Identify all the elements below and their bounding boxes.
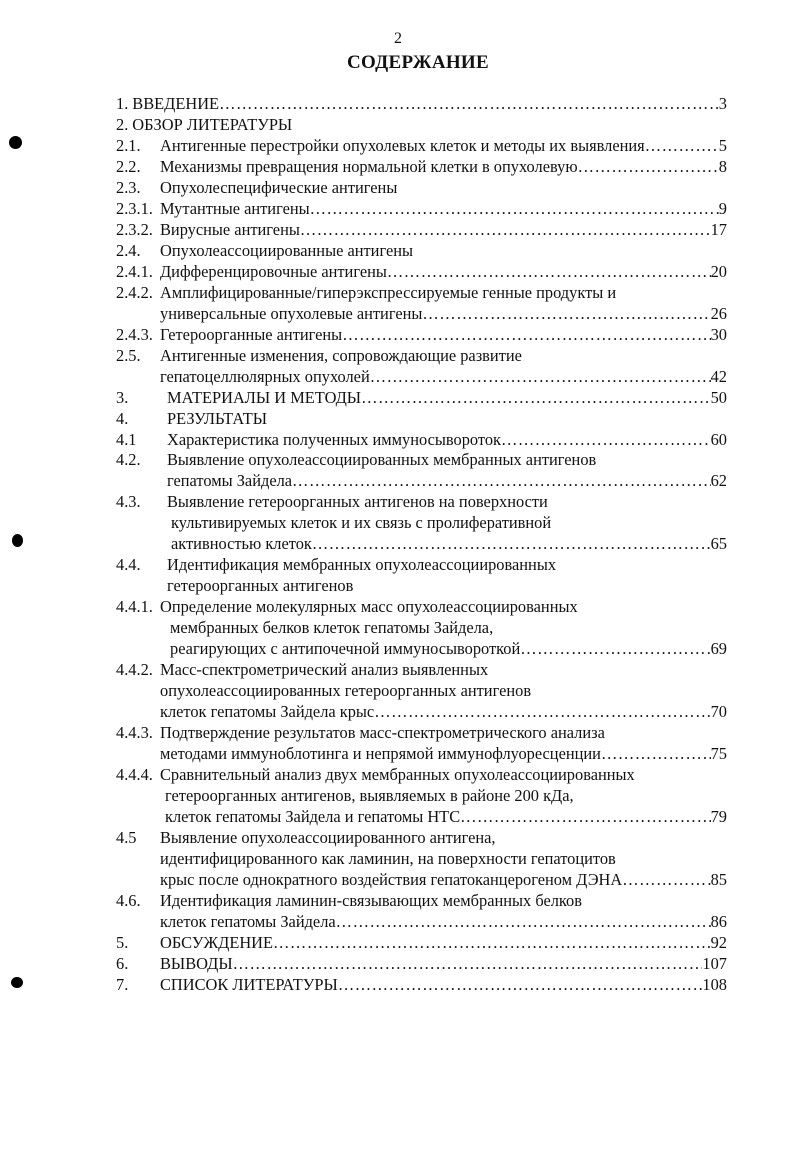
toc-entry [116,513,727,534]
dot-leader [645,136,719,157]
toc-entry-page: 69 [710,639,727,659]
dot-leader [460,807,710,828]
toc-entry [116,94,727,115]
toc-entry [116,681,727,702]
dot-leader [422,304,710,325]
toc-entry [116,765,727,786]
toc-entry-number: 2.4. [116,240,141,260]
toc-entry-title: Выявление опухолеассоциированного антигена, [160,827,496,847]
toc-entry-title: Масс-спектрометрический анализ выявленных [160,660,489,680]
toc-entry-title: ОБЗОР ЛИТЕРАТУРЫ [132,114,293,134]
toc-entry-page: 9 [718,198,727,218]
toc-entry [116,388,727,409]
toc-entry-page: 30 [710,324,727,344]
toc-entry-page: 20 [710,261,727,281]
toc-entry [116,492,727,513]
toc-entry-title: ВЫВОДЫ [160,953,233,973]
table-of-contents [116,94,727,996]
toc-entry-title: крыс после однократного воздействия гепатоканцерогеном ДЭНА [160,869,623,889]
binding-mark-bottom [11,977,23,988]
toc-entry-title: Определение молекулярных масс опухолеассоциированных [160,597,578,617]
toc-entry [116,409,727,430]
toc-entry [116,744,727,765]
dot-leader [520,639,710,660]
toc-entry-title: Антигенные перестройки опухолевых клеток и методы их выявления [160,135,645,155]
toc-entry-title: Амплифицированные/гиперэкспрессируемые генные продукты и [160,282,617,302]
page-title: СОДЕРЖАНИЕ [347,52,489,73]
toc-entry [116,367,727,388]
toc-entry-title: Гетероорганные антигены [160,324,343,344]
toc-entry-title: Идентификация мембранных опухолеассоциированных [167,555,557,575]
toc-entry-title: Опухолеассоциированные антигены [160,240,414,260]
dot-leader [233,954,703,975]
toc-entry [116,157,727,178]
dot-leader [387,262,711,283]
toc-entry-title: гепатомы Зайдела [167,471,293,491]
toc-entry [116,283,727,304]
toc-entry-number: 1. [116,94,129,113]
toc-entry-page: 26 [710,303,727,323]
dot-leader [342,325,710,346]
toc-entry-page: 108 [702,974,727,994]
toc-entry [116,220,727,241]
toc-entry-page: 5 [718,135,727,155]
toc-entry-title: Сравнительный анализ двух мембранных опухолеассоциированных [160,765,635,784]
toc-entry-number: 4.4. [116,555,141,575]
toc-entry-number: 4.5 [116,827,137,847]
toc-entry-number: 2.3. [116,177,141,197]
toc-entry [116,639,727,660]
dot-leader [622,870,710,891]
toc-entry-number: 4.2. [116,450,141,470]
toc-entry-title: клеток гепатомы Зайдела и гепатомы НТС [165,806,461,826]
toc-entry [116,807,727,828]
toc-entry-title: активностью клеток [171,534,312,554]
toc-entry [116,450,727,471]
toc-entry-title: Механизмы превращения нормальной клетки в опухолевую [160,156,578,176]
toc-entry-title: Характеристика полученных иммуносывороток [167,429,501,449]
toc-entry-title: опухолеассоциированных гетероорганных антигенов [160,681,532,701]
toc-entry-number: 2.4.2. [116,282,153,302]
toc-entry-title: гетероорганных антигенов, выявляемых в районе 200 кДа, [165,785,574,805]
toc-entry [116,576,727,597]
dot-leader [374,702,710,723]
toc-entry-title: ВВЕДЕНИЕ [132,94,220,113]
toc-entry-number: 4. [116,408,129,428]
toc-entry [116,786,727,807]
toc-entry-page: 70 [710,702,727,722]
toc-entry-title: Идентификация ламинин-связывающих мембранных белков [160,890,582,910]
toc-entry-number: 2.3.1. [116,198,153,218]
dot-leader [336,912,711,933]
toc-entry-number: 4.4.2. [116,660,153,680]
toc-entry-title: методами иммуноблотинга и непрямой иммунофлуоресценции [160,744,601,764]
toc-entry [116,954,727,975]
toc-entry [116,178,727,199]
toc-entry-title: мембранных белков клеток гепатомы Зайдела, [170,618,494,638]
toc-entry-title: СПИСОК ЛИТЕРАТУРЫ [160,974,338,994]
toc-entry-title: клеток гепатомы Зайдела крыс [160,702,375,722]
dot-leader [273,933,711,954]
toc-entry [116,891,727,912]
toc-entry [116,723,727,744]
toc-entry-title: гепатоцеллюлярных опухолей [160,366,370,386]
toc-entry-page: 17 [710,219,727,239]
toc-entry-number: 4.1 [116,429,137,449]
toc-entry-title: идентифицированного как ламинин, на поверхности гепатоцитов [160,848,616,868]
dot-leader [370,367,711,388]
toc-entry-page: 50 [710,387,727,407]
dot-leader [310,199,719,220]
toc-entry [116,325,727,346]
toc-entry-title: клеток гепатомы Зайдела [160,911,336,931]
dot-leader [219,94,719,115]
dot-leader [292,471,711,492]
binding-mark-top [9,136,22,149]
toc-entry [116,534,727,555]
toc-entry [116,304,727,325]
toc-entry-page: 62 [710,471,727,491]
toc-entry-page: 107 [702,953,727,973]
toc-entry-number: 4.4.3. [116,723,153,743]
dot-leader [338,975,703,996]
toc-entry-page: 86 [710,911,727,931]
toc-entry-number: 5. [116,932,129,952]
toc-entry-number: 7. [116,974,129,994]
toc-entry [116,849,727,870]
toc-entry [116,346,727,367]
toc-entry-title: гетероорганных антигенов [167,576,354,596]
toc-entry-number: 4.4.4. [116,765,153,784]
toc-entry-number: 4.4.1. [116,597,153,617]
toc-entry-title: Выявление гетероорганных антигенов на поверхности [167,492,548,512]
toc-entry-page: 65 [710,534,727,554]
toc-entry-page: 8 [718,156,727,176]
toc-entry-page: 79 [710,806,727,826]
toc-entry [116,933,727,954]
toc-entry [116,115,727,136]
dot-leader [578,157,719,178]
toc-entry-number: 2.3.2. [116,219,153,239]
toc-entry-number: 6. [116,953,129,973]
toc-entry-title: универсальные опухолевые антигены [160,303,423,323]
toc-entry-number: 2.1. [116,135,141,155]
toc-entry-number: 3. [116,387,129,407]
toc-entry-page: 60 [710,429,727,449]
toc-entry-page: 92 [710,932,727,952]
toc-entry [116,975,727,996]
toc-entry [116,828,727,849]
toc-entry-number: 2.4.1. [116,261,153,281]
toc-entry-title: Вирусные антигены [160,219,300,239]
toc-entry [116,912,727,933]
toc-entry-title: Подтверждение результатов масс-спектрометрического анализа [160,723,605,743]
toc-entry-number: 4.3. [116,492,141,512]
binding-mark-middle [12,534,23,547]
toc-entry-title: Антигенные изменения, сопровождающие развитие [160,345,522,365]
dot-leader [300,220,711,241]
toc-entry [116,702,727,723]
toc-entry [116,555,727,576]
toc-entry-number: 2.5. [116,345,141,365]
toc-entry [116,262,727,283]
toc-entry [116,597,727,618]
toc-entry-title: ОБСУЖДЕНИЕ [160,932,274,952]
toc-entry [116,136,727,157]
toc-entry [116,870,727,891]
toc-entry-title: МАТЕРИАЛЫ И МЕТОДЫ [167,387,362,407]
toc-entry-page: 85 [710,869,727,889]
toc-entry [116,471,727,492]
toc-entry-page: 3 [718,94,727,113]
toc-entry-title: Опухолеспецифические антигены [160,177,398,197]
dot-leader [312,534,711,555]
page-number: 2 [394,30,402,47]
toc-entry-page: 75 [710,744,727,764]
toc-entry-title: реагирующих с антипочечной иммуносывороткой [170,639,521,659]
toc-entry [116,199,727,220]
toc-entry-number: 4.6. [116,890,141,910]
toc-entry [116,241,727,262]
toc-entry [116,430,727,451]
toc-entry-page: 42 [710,366,727,386]
dot-leader [601,744,711,765]
toc-entry-title: Выявление опухолеассоциированных мембранных антигенов [167,450,597,470]
toc-entry-number: 2. [116,114,129,134]
toc-entry-number: 2.4.3. [116,324,153,344]
dot-leader [361,388,711,409]
toc-entry [116,660,727,681]
toc-entry-title: культивируемых клеток и их связь с пролиферативной [171,513,552,533]
toc-entry-number: 2.2. [116,156,141,176]
dot-leader [501,430,711,451]
toc-entry-title: РЕЗУЛЬТАТЫ [167,408,268,428]
toc-entry-title: Мутантные антигены [160,198,310,218]
toc-entry-title: Дифференцировочные антигены [160,261,387,281]
toc-entry [116,618,727,639]
